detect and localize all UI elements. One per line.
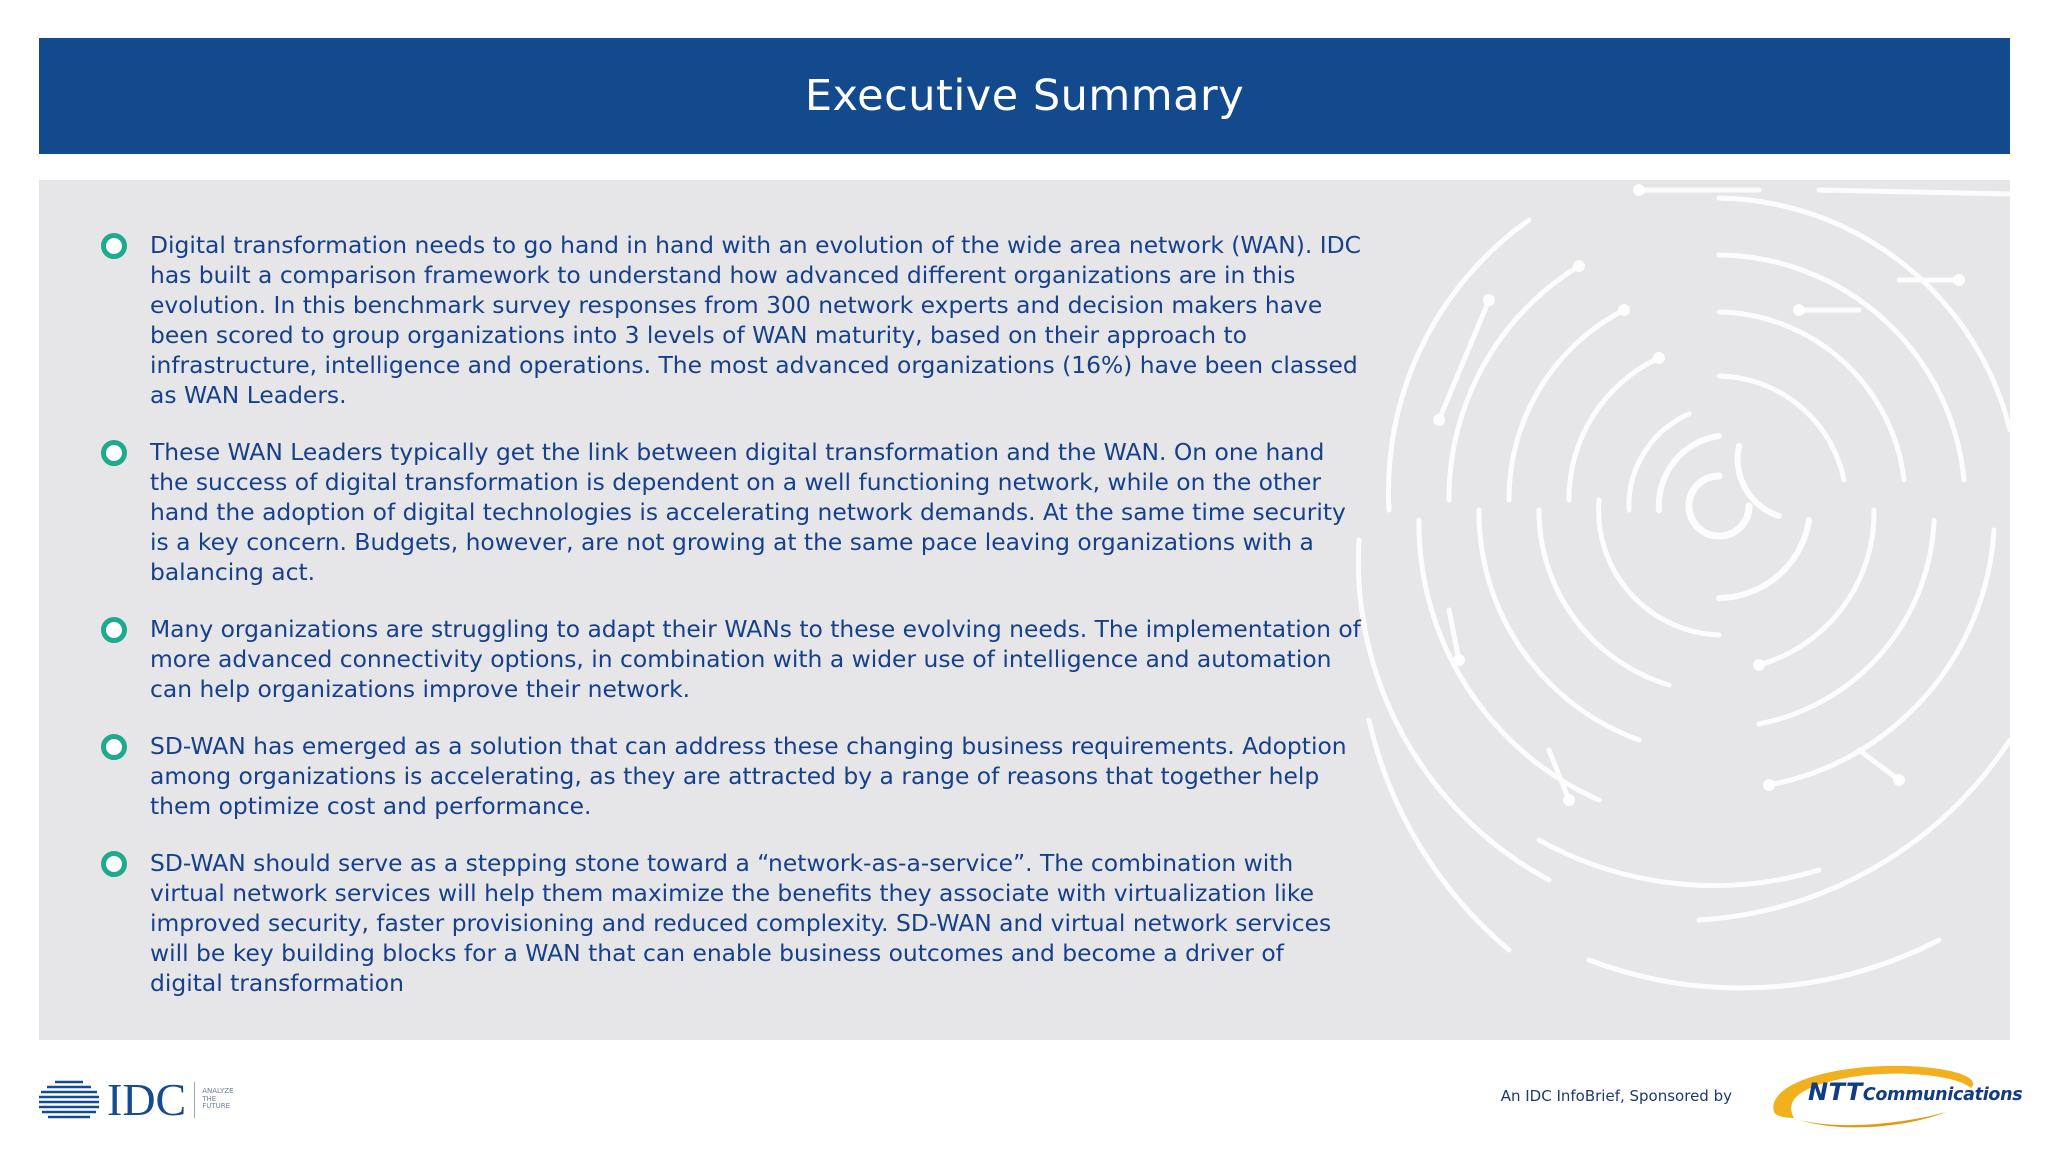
idc-logo (37, 1073, 234, 1126)
bullet-text: Digital transformation needs to go hand in hand with an evolution of the wide area network (WAN). IDC has built a comparison framework to understand how advanced different organizations are in this evolution. In this benchmark survey responses from 300 network experts and decision makers have been scored to group organizations into 3 levels of WAN maturity, based on their approach to infrastructure, intelligence and operations. The most advanced organizations (16%) have been classed as WAN Leaders. (150, 231, 1362, 409)
summary-bullet (101, 848, 1361, 998)
sponsor-text: An IDC InfoBrief, Sponsored by (1500, 1087, 1732, 1105)
bullet-ring-icon (101, 734, 127, 760)
idc-wordmark: IDC (107, 1074, 187, 1125)
bullet-ring-icon (101, 440, 127, 466)
title-banner (39, 38, 2010, 154)
page-footer (0, 1040, 2048, 1152)
bullet-text: SD-WAN should serve as a stepping stone toward a “network-as-a-service”. The combination with virtual network services will help them maximize the benefits they associate with virtualization like improved security, faster provisioning and reduced complexity. SD-WAN and virtual network services will be key building blocks for a WAN that can enable business outcomes and become a driver of digital transformation (150, 849, 1332, 997)
ntt-communications-logo (1766, 1056, 2023, 1132)
fingerprint-background-art (1339, 180, 2010, 1040)
summary-bullet (101, 230, 1361, 410)
content-panel (39, 180, 2010, 1040)
idc-globe-icon (37, 1079, 101, 1121)
summary-bullet (101, 731, 1361, 821)
bullet-ring-icon (101, 617, 127, 643)
bullet-text: These WAN Leaders typically get the link between digital transformation and the WAN. On one hand the success of digital transformation is dependent on a well functioning network, while on the other hand the adoption of digital technologies is accelerating network demands. At the same time security is a key concern. Budgets, however, are not growing at the same pace leaving organizations with a balancing act. (150, 438, 1346, 586)
ntt-wordmark: NTTCommunications (1808, 1078, 2023, 1106)
bullet-ring-icon (101, 851, 127, 877)
summary-bullet (101, 614, 1361, 704)
bullet-ring-icon (101, 233, 127, 259)
summary-bullet-list (101, 230, 1361, 1025)
summary-bullet (101, 437, 1361, 587)
page-title: Executive Summary (804, 71, 1245, 121)
idc-tagline: ANALYZE THE FUTURE (202, 1087, 234, 1111)
logo-divider (194, 1082, 195, 1118)
bullet-text: SD-WAN has emerged as a solution that can address these changing business requirements. Adoption among organizations is accelerating, as they are attracted by a range of reasons that together help them optimize cost and performance. (150, 732, 1347, 820)
bullet-text: Many organizations are struggling to adapt their WANs to these evolving needs. The implementation of more advanced connectivity options, in combination with a wider use of intelligence and automation can help organizations improve their network. (150, 615, 1361, 703)
